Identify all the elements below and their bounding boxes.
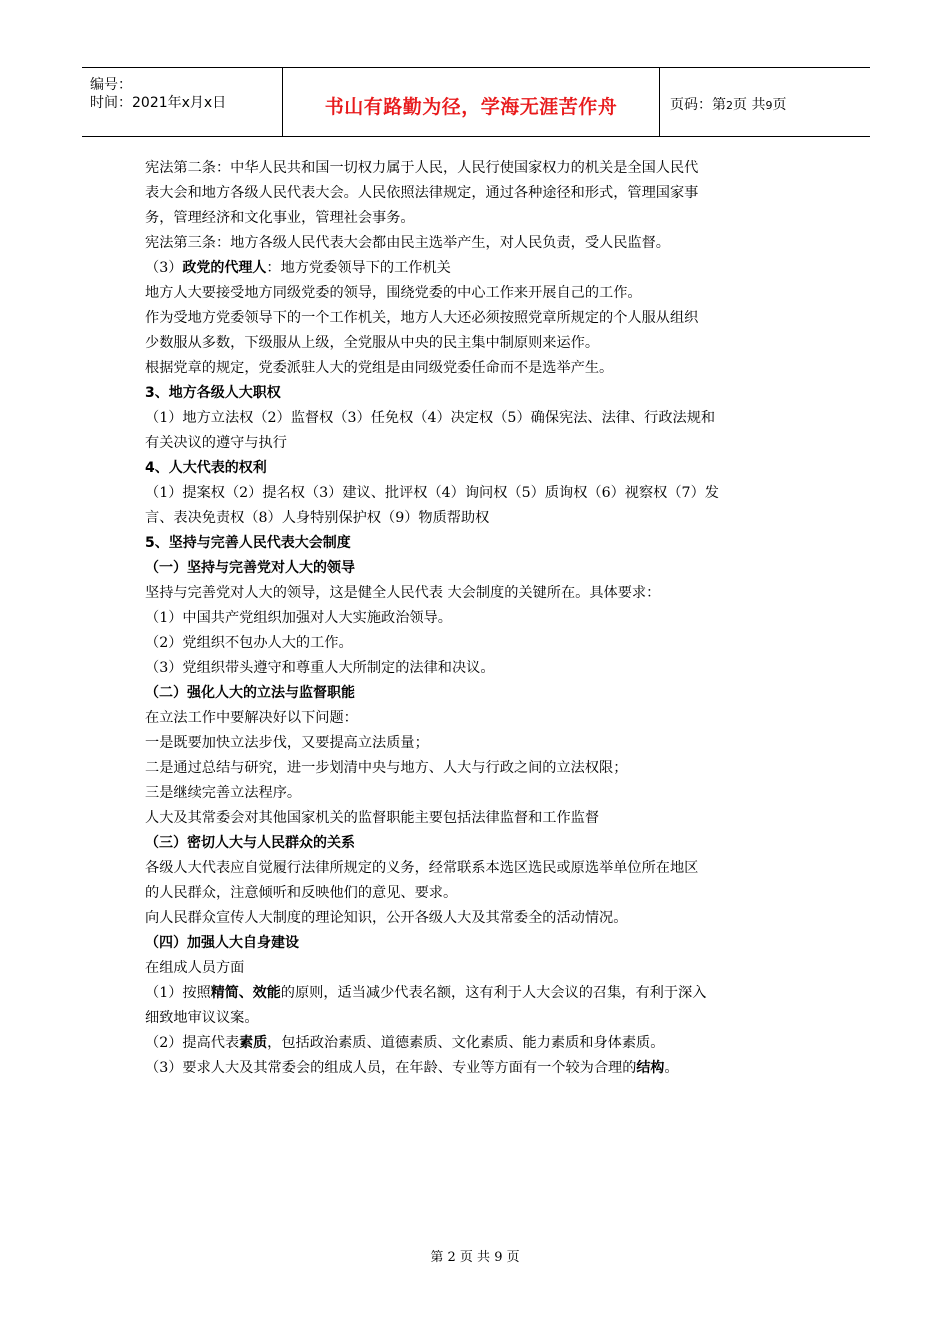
- body-line: （1）提案权（2）提名权（3）建议、批评权（4）询问权（5）质询权（6）视察权（7）发: [145, 485, 719, 501]
- body-text: 。: [664, 1060, 679, 1076]
- body-line: 向人民群众宣传人大制度的理论知识，公开各级人大及其常委全的活动情况。: [145, 910, 628, 926]
- section-heading: （一）坚持与完善党对人大的领导: [145, 560, 355, 576]
- body-line: 表大会和地方各级人民代表大会。人民依照法律规定，通过各种途径和形式，管理国家事: [145, 185, 699, 201]
- body-text: 的原则，适当减少代表名额，这有利于人大会议的召集，有利于深入: [280, 985, 707, 1001]
- body-line: 宪法第二条：中华人民共和国一切权力属于人民，人民行使国家权力的机关是全国人民代: [145, 160, 699, 176]
- body-text: （2）提高代表: [145, 1035, 240, 1051]
- section-heading: （二）强化人大的立法与监督职能: [145, 685, 355, 701]
- body-line: 二是通过总结与研究，进一步划清中央与地方、人大与行政之间的立法权限；: [145, 760, 628, 776]
- body-line: 言、表决免责权（8）人身特别保护权（9）物质帮助权: [145, 510, 490, 526]
- section-heading: 5、坚持与完善人民代表大会制度: [145, 535, 351, 551]
- body-line: （1）地方立法权（2）监督权（3）任免权（4）决定权（5）确保宪法、法律、行政法规和: [145, 410, 716, 426]
- body-line: [145, 981, 810, 1006]
- body-line: 的人民群众，注意倾听和反映他们的意见、要求。: [145, 885, 458, 901]
- body-line: 作为受地方党委领导下的一个工作机关，地方人大还必须按照党章所规定的个人服从组织: [145, 310, 699, 326]
- section-heading: 3、地方各级人大职权: [145, 385, 281, 401]
- body-line: [145, 1056, 810, 1081]
- body-line: [145, 256, 810, 281]
- body-line: 在立法工作中要解决好以下问题：: [145, 710, 358, 726]
- document-time-label: 时间：2021年x月x日: [90, 95, 227, 111]
- header-page-cell: [660, 68, 870, 136]
- body-line: 根据党章的规定，党委派驻人大的党组是由同级党委任命而不是选举产生。: [145, 360, 614, 376]
- page-number: 2: [726, 99, 733, 112]
- emphasis-text: 结构: [636, 1060, 665, 1076]
- emphasis-text: 精简、效能: [210, 985, 281, 1001]
- emphasis-text: 素质: [239, 1035, 268, 1051]
- body-text: ：地方党委领导下的工作机关: [266, 260, 451, 276]
- body-line: 各级人大代表应自觉履行法律所规定的义务，经常联系本选区选民或原选举单位所在地区: [145, 860, 699, 876]
- body-line: （2）党组织不包办人大的工作。: [145, 635, 353, 651]
- section-heading: （四）加强人大自身建设: [145, 935, 299, 951]
- body-line: 有关决议的遵守与执行: [145, 435, 287, 451]
- body-text: （3）: [145, 260, 183, 276]
- section-heading: 4、人大代表的权利: [145, 460, 267, 476]
- body-line: 坚持与完善党对人大的领导，这是健全人民代表 大会制度的关键所在。具体要求：: [145, 585, 661, 601]
- body-line: [145, 1031, 810, 1056]
- body-line: 一是既要加快立法步伐，又要提高立法质量；: [145, 735, 429, 751]
- body-line: 人大及其常委会对其他国家机关的监督职能主要包括法律监督和工作监督: [145, 810, 600, 826]
- section-heading: （三）密切人大与人民群众的关系: [145, 835, 355, 851]
- body-line: 地方人大要接受地方同级党委的领导，围绕党委的中心工作来开展自己的工作。: [145, 285, 642, 301]
- body-line: （1）中国共产党组织加强对人大实施政治领导。: [145, 610, 452, 626]
- body-text: （3）要求人大及其常委会的组成人员，在年龄、专业等方面有一个较为合理的: [145, 1060, 637, 1076]
- body-line: 务，管理经济和文化事业，管理社会事务。: [145, 210, 415, 226]
- emphasis-text: 政党的代理人: [182, 260, 267, 276]
- body-line: （3）党组织带头遵守和尊重人大所制定的法律和决议。: [145, 660, 495, 676]
- document-number-label: 编号：: [90, 77, 132, 93]
- body-text: ，包括政治素质、道德素质、文化素质、能力素质和身体素质。: [267, 1035, 665, 1051]
- motto-text: 书山有路勤为径，学海无涯苦作舟: [324, 96, 618, 118]
- document-header: [82, 67, 870, 137]
- body-line: 宪法第三条：地方各级人民代表大会都由民主选举产生，对人民负责，受人民监督。: [145, 235, 670, 251]
- page-code: 页码：第2页 共9页: [670, 97, 787, 113]
- body-line: 细致地审议议案。: [145, 1010, 259, 1026]
- body-text: （1）按照: [145, 985, 211, 1001]
- body-line: 在组成人员方面: [145, 960, 245, 976]
- page-total: 9: [765, 99, 773, 112]
- header-info-cell: [82, 68, 283, 136]
- body-line: 少数服从多数，下级服从上级，全党服从中央的民主集中制原则来运作。: [145, 335, 600, 351]
- document-body: [145, 156, 810, 1081]
- body-line: 三是继续完善立法程序。: [145, 785, 302, 801]
- header-motto-cell: [283, 68, 660, 136]
- page-footer: 第 2 页 共 9 页: [430, 1250, 520, 1265]
